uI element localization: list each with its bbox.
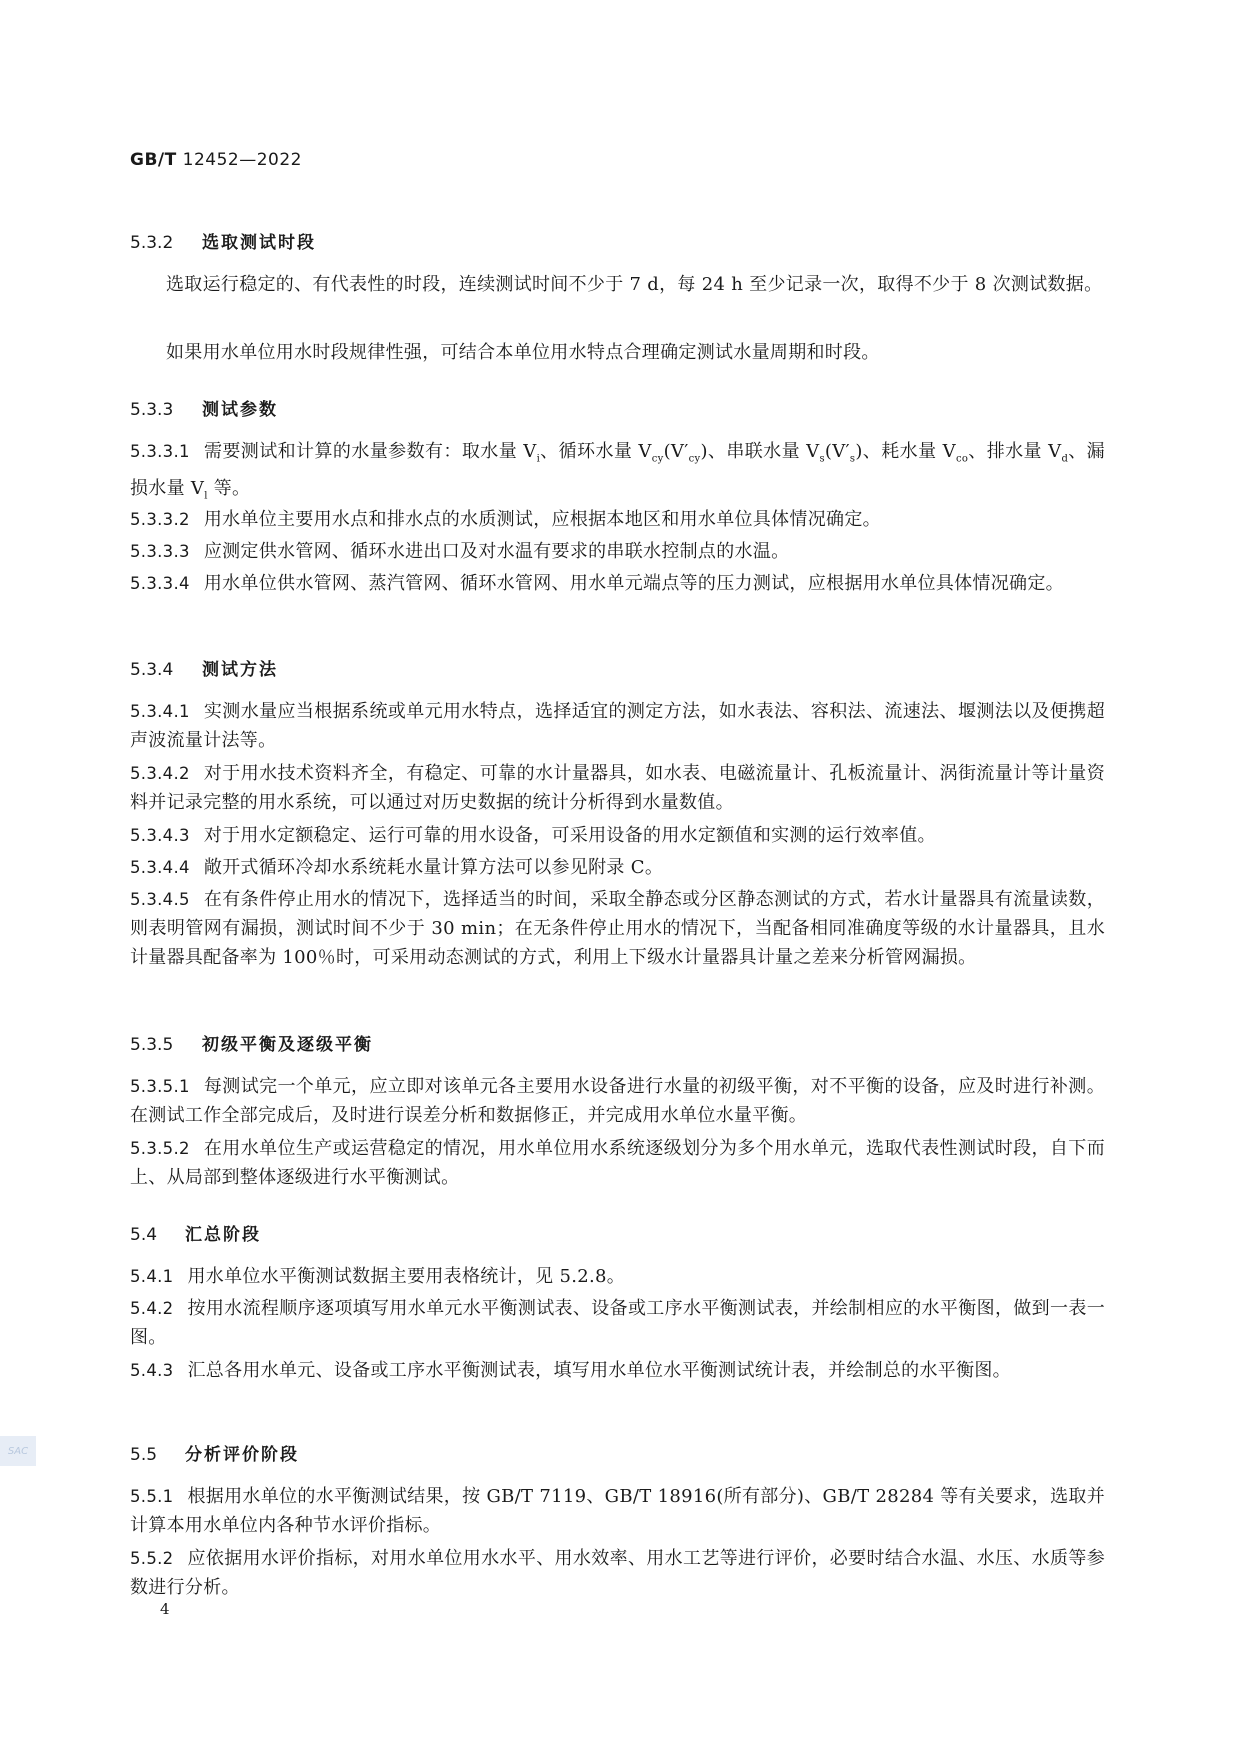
- subscript: i: [536, 453, 541, 465]
- para-5-3-2-a: 选取运行稳定的、有代表性的时段，连续测试时间不少于 7 d，每 24 h 至少记录一次，取得不少于 8 次测试数据。: [166, 274, 1103, 295]
- heading-5-3-4: [130, 655, 278, 680]
- heading-5-4: [130, 1220, 261, 1245]
- text: (V′: [663, 441, 689, 462]
- text: 、循环水量 V: [540, 441, 652, 462]
- subscript: s: [849, 453, 856, 465]
- clause-text: 根据用水单位的水平衡测试结果，按 GB/T 7119、GB/T 18916(所有部分)、GB/T 28284 等有关要求，选取并计算本用水单位内各种节水评价指标。: [130, 1486, 1105, 1536]
- heading-number: 5.3.5: [130, 1035, 174, 1055]
- clause-number: 5.3.4.1: [130, 702, 190, 721]
- subscript: l: [204, 490, 208, 502]
- heading-number: 5.3.4: [130, 660, 174, 680]
- clause-number: 5.5.2: [130, 1549, 174, 1568]
- para-5-3-2-b: 如果用水单位用水时段规律性强，可结合本单位用水特点合理确定测试水量周期和时段。: [166, 342, 880, 363]
- clause-text: 每测试完一个单元，应立即对该单元各主要用水设备进行水量的初级平衡，对不平衡的设备，应及时进行补测。在测试工作全部完成后，及时进行误差分析和数据修正，并完成用水单位水量平衡。: [130, 1076, 1105, 1126]
- heading-number: 5.3.3: [130, 400, 174, 420]
- clause-number: 5.3.3.1: [130, 442, 190, 461]
- page-number: 4: [160, 1600, 170, 1618]
- para-5-3-4-2: [130, 759, 1105, 817]
- para-5-3-5-1: [130, 1072, 1105, 1130]
- heading-number: 5.4: [130, 1225, 158, 1245]
- heading-title: 汇总阶段: [185, 1225, 261, 1245]
- clause-text: 用水单位供水管网、蒸汽管网、循环水管网、用水单元端点等的压力测试，应根据用水单位具体情况确定。: [203, 573, 1064, 594]
- clause-number: 5.3.5.2: [130, 1139, 190, 1158]
- heading-number: 5.3.2: [130, 233, 174, 253]
- para-5-5-1: [130, 1482, 1105, 1540]
- para-5-3-4-1: [130, 697, 1105, 755]
- clause-text: 对于用水定额稳定、运行可靠的用水设备，可采用设备的用水定额值和实测的运行效率值。: [203, 825, 936, 846]
- para-5-4-3: [130, 1356, 1105, 1385]
- clause-text: 用水单位主要用水点和排水点的水质测试，应根据本地区和用水单位具体情况确定。: [203, 509, 881, 530]
- clause-number: 5.3.4.2: [130, 764, 190, 783]
- para-5-3-3-4: [130, 569, 1105, 598]
- clause-number: 5.3.3.3: [130, 542, 190, 561]
- text: )、串联水量 V: [700, 441, 820, 462]
- clause-text: 应测定供水管网、循环水进出口及对水温有要求的串联水控制点的水温。: [203, 541, 790, 562]
- standard-code: [130, 150, 302, 170]
- std-prefix: GB/T: [130, 150, 177, 170]
- clause-text: 应依据用水评价指标，对用水单位用水水平、用水效率、用水工艺等进行评价，必要时结合水温、水压、水质等参数进行分析。: [130, 1548, 1105, 1598]
- para-5-4-1: [130, 1262, 1105, 1291]
- para-5-5-2: [130, 1544, 1105, 1602]
- clause-number: 5.4.3: [130, 1361, 174, 1380]
- text: 等。: [207, 477, 251, 499]
- clause-number: 5.3.3.2: [130, 510, 190, 529]
- heading-title: 测试方法: [202, 660, 278, 680]
- subscript: co: [955, 453, 969, 465]
- subscript: s: [819, 453, 825, 465]
- text: 、排水量 V: [968, 441, 1062, 462]
- clause-text: 在有条件停止用水的情况下，选择适当的时间，采取全静态或分区静态测试的方式，若水计量器具有流量读数，则表明管网有漏损，测试时间不少于 30 min；在无条件停止用水的情况下，当配备相同准确度等级的水计量器具，且水计量器具配备率为 100％时，可采用动态测试的方式，利用上下级水计量器具计量之差来分析管网漏损。: [130, 889, 1105, 968]
- clause-number: 5.3.4.3: [130, 826, 190, 845]
- clause-text: 实测水量应当根据系统或单元用水特点，选择适宜的测定方法，如水表法、容积法、流速法、堰测法以及便携超声波流量计法等。: [130, 701, 1105, 751]
- heading-5-3-5: [130, 1030, 373, 1055]
- clause-number: 5.5.1: [130, 1487, 174, 1506]
- text: 需要测试和计算的水量参数有：取水量 V: [203, 441, 537, 462]
- para-5-3-3-3: [130, 537, 1105, 566]
- para-5-3-3-1: [130, 437, 1105, 510]
- clause-number: 5.3.4.4: [130, 858, 190, 877]
- heading-title: 测试参数: [202, 400, 278, 420]
- heading-title: 分析评价阶段: [185, 1445, 299, 1465]
- clause-text: 按用水流程顺序逐项填写用水单元水平衡测试表、设备或工序水平衡测试表，并绘制相应的水平衡图，做到一表一图。: [130, 1298, 1105, 1348]
- heading-title: 选取测试时段: [202, 233, 316, 253]
- heading-5-3-3: [130, 395, 278, 420]
- sac-watermark-logo: SAC: [0, 1436, 36, 1466]
- text: )、耗水量 V: [855, 441, 956, 462]
- clause-text: 敞开式循环冷却水系统耗水量计算方法可以参见附录 C。: [203, 857, 664, 878]
- subscript: d: [1061, 453, 1069, 465]
- clause-number: 5.4.2: [130, 1299, 174, 1318]
- para-5-4-2: [130, 1294, 1105, 1352]
- heading-5-5: [130, 1440, 299, 1465]
- clause-text: 对于用水技术资料齐全，有稳定、可靠的水计量器具，如水表、电磁流量计、孔板流量计、涡街流量计等计量资料并记录完整的用水系统，可以通过对历史数据的统计分析得到水量数值。: [130, 763, 1105, 813]
- para-5-3-3-2: [130, 505, 1105, 534]
- para-5-3-4-4: [130, 853, 1105, 882]
- heading-5-3-2: [130, 228, 316, 253]
- clause-number: 5.3.4.5: [130, 890, 190, 909]
- clause-number: 5.3.3.4: [130, 574, 190, 593]
- clause-number: 5.3.5.1: [130, 1077, 190, 1096]
- subscript: cy: [651, 453, 664, 465]
- text: 、漏损水量 V: [130, 441, 1105, 499]
- para-5-3-4-5: [130, 885, 1105, 972]
- clause-number: 5.4.1: [130, 1267, 174, 1286]
- text: (V′: [824, 441, 850, 462]
- clause-text: 用水单位水平衡测试数据主要用表格统计，见 5.2.8。: [187, 1266, 626, 1287]
- clause-text: 汇总各用水单元、设备或工序水平衡测试表，填写用水单位水平衡测试统计表，并绘制总的水平衡图。: [187, 1360, 1011, 1381]
- subscript: cy: [688, 453, 701, 465]
- heading-title: 初级平衡及逐级平衡: [202, 1035, 373, 1055]
- std-number: 12452—2022: [182, 150, 302, 170]
- clause-text: 在用水单位生产或运营稳定的情况，用水单位用水系统逐级划分为多个用水单元，选取代表性测试时段，自下而上、从局部到整体逐级进行水平衡测试。: [130, 1138, 1105, 1188]
- para-5-3-4-3: [130, 821, 1105, 850]
- para-5-3-5-2: [130, 1134, 1105, 1192]
- heading-number: 5.5: [130, 1445, 158, 1465]
